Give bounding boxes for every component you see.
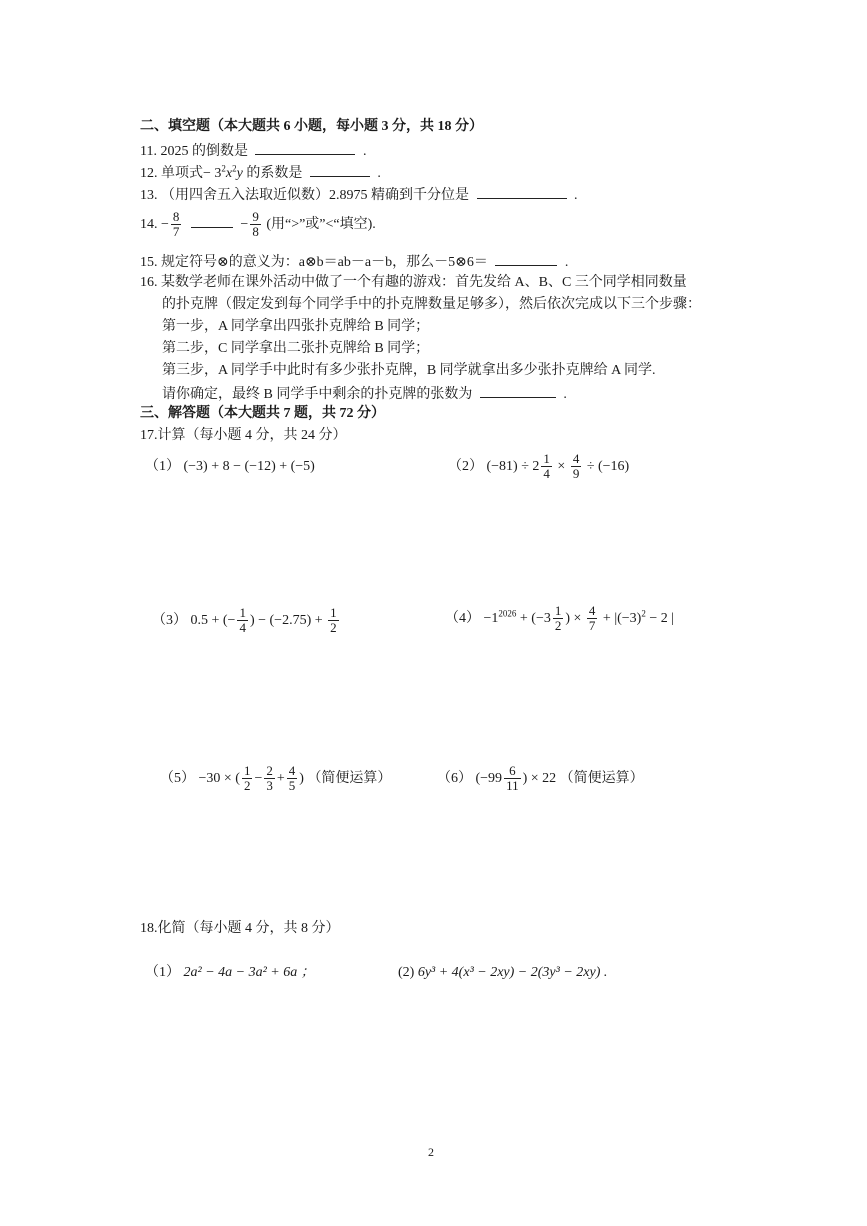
q16-line-3: 第一步，A 同学拿出四张扑克牌给 B 同学； (162, 319, 430, 334)
q17-p4-fraction-1: $\frac{1}{2}$ (554, 603, 562, 634)
q17-part3: （3） 0.5 + (− $\frac{1}{4}$ ) − (−2.75) + $\frac{1}{2}$ (152, 605, 337, 636)
q17-part5: （5） −30 × ( $\frac{1}{2}$ − $\frac{2}{3}$ + $\frac{4}{5}$ ) （简便运算） (160, 763, 392, 794)
q11-number: 11. (140, 144, 157, 159)
q17-p5-label: （5） (160, 771, 195, 786)
q18-p2-expression: 6y³ + 4(x³ − 2xy) − 2(3y³ − 2xy) . (417, 965, 608, 980)
q14-fraction-2: $\frac{9}{8}$ (252, 209, 259, 240)
question-15 (140, 251, 568, 273)
q12-text-post: 的系数是 (246, 166, 303, 181)
q13-text: （用四舍五入法取近似数）2.8975 精确到千分位是 (161, 188, 469, 203)
q18-p1-label: （1） (145, 965, 180, 980)
q18-part1 (145, 963, 315, 983)
q16-line-5: 第三步，A 同学手中此时有多少张扑克牌，B 同学就拿出多少张扑克牌给 A 同学. (162, 363, 656, 378)
q17-part2: （2） (−81) ÷ 2 $\frac{1}{4}$ × $\frac{4}{9}$ ÷ (−16) (448, 451, 630, 482)
q15-end: . (564, 255, 569, 270)
q12-number: 12. (140, 166, 158, 181)
q17-p3-label: （3） (152, 613, 187, 628)
q17-p2-fraction-2: $\frac{4}{9}$ (572, 451, 580, 482)
q17-p4-fraction-2: $\frac{4}{7}$ (588, 603, 596, 634)
q12-minus: − (203, 166, 211, 181)
q16-number: 16. (140, 275, 158, 290)
q11-text: 2025 的倒数是 (160, 144, 248, 159)
page-number: 2 (428, 1145, 434, 1159)
q17-part6: （6） (−99 $\frac{6}{11}$ ) × 22 （简便运算） (437, 763, 644, 794)
q17-p6-label: （6） (437, 771, 472, 786)
question-14 (140, 208, 376, 242)
q17-p5-note: （简便运算） (307, 771, 392, 786)
section3-heading: 三、解答题（本大题共 7 题，共 72 分） (140, 406, 385, 421)
q17-p2-label: （2） (448, 459, 483, 474)
q17-title: 17.计算（每小题 4 分，共 24 分） (140, 428, 347, 443)
q17-p1-label: （1） (145, 459, 180, 474)
q15-answer-blank[interactable] (495, 251, 557, 266)
q15-number: 15. (140, 255, 158, 270)
q18-p1-expression: 2a² − 4a − 3a² + 6a ； (183, 965, 315, 980)
q17-p6-fraction-1: $\frac{6}{11}$ (506, 763, 519, 794)
q17-p3-fraction-1: $\frac{1}{4}$ (239, 605, 246, 636)
q15-text: 规定符号⊗的意义为：a⊗b＝ab－a－b，那么－5⊗6＝ (161, 255, 488, 270)
q17-p3-fraction-2: $\frac{1}{2}$ (330, 605, 337, 636)
q17-p6-note: （简便运算） (559, 771, 644, 786)
q14-answer-blank[interactable] (191, 213, 233, 228)
section2-heading: 二、填空题（本大题共 6 小题，每小题 3 分，共 18 分） (140, 119, 483, 134)
question-13 (140, 184, 578, 206)
q16-line-1: 16. 某数学老师在课外活动中做了一个有趣的游戏：首先发给 A、B、C 三个同学相同数量 (140, 275, 687, 290)
q18-part2 (398, 963, 607, 983)
q13-end: . (574, 188, 578, 203)
q17-part1 (145, 457, 315, 477)
q14-neg1: − (161, 217, 169, 232)
q12-end: . (377, 166, 381, 181)
q17-p5-fraction-2: $\frac{2}{3}$ (266, 763, 273, 794)
q16-end: . (563, 387, 567, 402)
q13-number: 13. (140, 188, 158, 203)
q12-monomial: $3^2x^2y$ (214, 163, 243, 181)
question-12 (140, 162, 381, 184)
q16-line-2: 的扑克牌（假定发到每个同学手中的扑克牌数量足够多），然后依次完成以下三个步骤： (162, 297, 701, 312)
q18-p2-label: (2) (398, 965, 415, 980)
q17-p4-label: （4） (445, 611, 480, 626)
q16-line-4: 第二步，C 同学拿出二张扑克牌给 B 同学； (162, 341, 430, 356)
q14-instruction: (用“>”或”<“填空). (266, 217, 376, 232)
q12-answer-blank[interactable] (310, 162, 370, 177)
q18-title: 18.化简（每小题 4 分，共 8 分） (140, 921, 340, 936)
q14-number: 14. (140, 217, 158, 232)
q16-answer-blank[interactable] (480, 383, 556, 398)
q17-p2-fraction-1: $\frac{1}{4}$ (543, 451, 550, 482)
q14-fraction-1: $\frac{8}{7}$ (172, 209, 180, 240)
q11-end: . (362, 144, 367, 159)
q12-text-pre: 单项式 (161, 166, 203, 181)
q17-part4: $(4) -1^{2026} + (-3$ $\frac{1}{2}$ ) × $\frac{4}{7}$ + $|(-3)^2 - 2$ | (445, 603, 675, 634)
q14-neg2: − (240, 217, 249, 232)
q17-p5-fraction-3: $\frac{4}{5}$ (288, 763, 296, 794)
q17-p5-fraction-1: $\frac{1}{2}$ (243, 763, 251, 794)
question-11 (140, 140, 366, 162)
q16-line-6: 请你确定，最终 B 同学手中剩余的扑克牌的张数为 . (162, 383, 567, 405)
q13-answer-blank[interactable] (477, 184, 567, 199)
q17-p1-expression: (−3) + 8 − (−12) + (−5) (183, 459, 315, 474)
q11-answer-blank[interactable] (255, 140, 355, 155)
